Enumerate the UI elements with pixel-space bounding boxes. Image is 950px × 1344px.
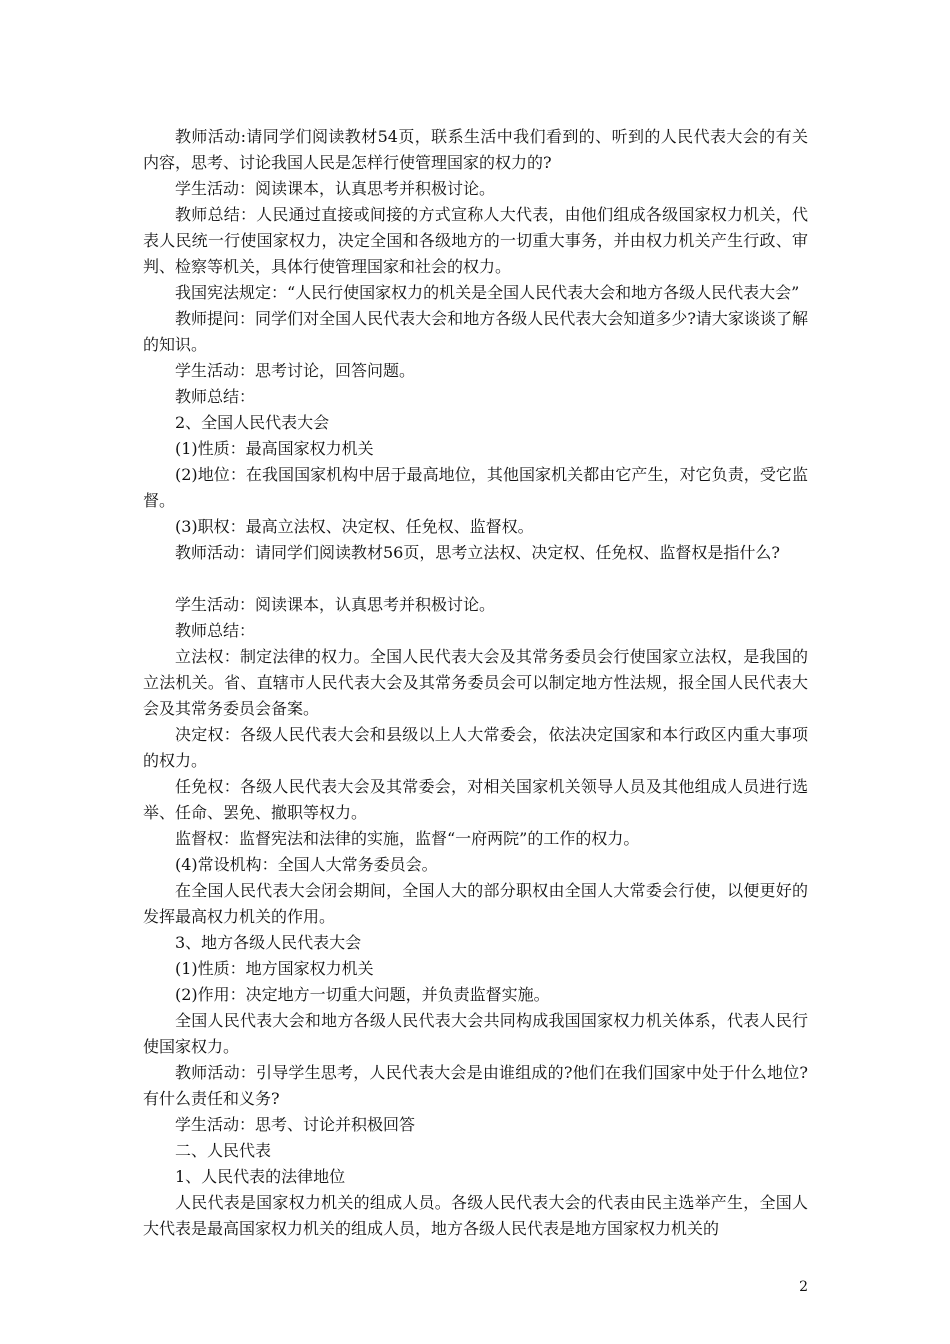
paragraph-recess-period: 在全国人民代表大会闭会期间，全国人大的部分职权由全国人大常委会行使，以便更好的发挥最高权力机关的作用。 (143, 881, 808, 926)
paragraph-student-activity-4: 学生活动：思考、讨论并积极回答 (175, 1115, 416, 1134)
paragraph-teacher-summary-1: 教师总结：人民通过直接或间接的方式宣称人大代表，由他们组成各级国家权力机关，代表人民统一行使国家权力，决定全国和各级地方的一切重大事务，并由权力机关产生行政、审判、检察等机关，具体行使管理国家和社会的权力。 (143, 205, 808, 276)
paragraph-teacher-question: 教师提问：同学们对全国人民代表大会和地方各级人民代表大会知道多少?请大家谈谈了解的知识。 (143, 309, 808, 354)
paragraph-legislative-power: 立法权：制定法律的权力。全国人民代表大会及其常务委员会行使国家立法权，是我国的立法机关。省、直辖市人民代表大会及其常务委员会可以制定地方性法规，报全国人民代表大会及其常务委员会备案。 (143, 647, 808, 718)
paragraph-npc-nature: (1)性质：最高国家权力机关 (175, 439, 374, 458)
paragraph-npc-powers: (3)职权：最高立法权、决定权、任免权、监督权。 (175, 517, 534, 536)
paragraph-decision-power: 决定权：各级人民代表大会和县级以上人大常委会，依法决定国家和本行政区内重大事项的权力。 (143, 725, 808, 770)
paragraph-student-activity-1: 学生活动：阅读课本，认真思考并积极讨论。 (175, 179, 496, 198)
paragraph-teacher-activity-1: 教师活动:请同学们阅读教材54页，联系生活中我们看到的、听到的人民代表大会的有关内容，思考、讨论我国人民是怎样行使管理国家的权力的? (143, 127, 808, 172)
heading-local-congress: 3、地方各级人民代表大会 (175, 933, 362, 952)
heading-legal-status: 1、人民代表的法律地位 (175, 1167, 346, 1186)
paragraph-teacher-summary-2: 教师总结： (175, 387, 256, 406)
paragraph-local-role: (2)作用：决定地方一切重大问题，并负责监督实施。 (175, 985, 550, 1004)
paragraph-local-nature: (1)性质：地方国家权力机关 (175, 959, 374, 978)
paragraph-standing-body: (4)常设机构：全国人大常务委员会。 (175, 855, 438, 874)
paragraph-power-system: 全国人民代表大会和地方各级人民代表大会共同构成我国国家权力机关体系，代表人民行使国家权力。 (143, 1011, 808, 1056)
page-number: 2 (799, 1279, 808, 1295)
paragraph-appointment-power: 任免权：各级人民代表大会及其常委会，对相关国家机关领导人员及其他组成人员进行选举、任命、罢免、撤职等权力。 (143, 777, 808, 822)
paragraph-deputies-status: 人民代表是国家权力机关的组成人员。各级人民代表大会的代表由民主选举产生，全国人大代表是最高国家权力机关的组成人员，地方各级人民代表是地方国家权力机关的 (143, 1193, 808, 1238)
paragraph-teacher-summary-3: 教师总结： (175, 621, 256, 640)
paragraph-supervision-power: 监督权：监督宪法和法律的实施，监督“一府两院”的工作的权力。 (175, 829, 640, 848)
paragraph-constitution: 我国宪法规定：“人民行使国家权力的机关是全国人民代表大会和地方各级人民代表大会” (175, 283, 800, 302)
paragraph-teacher-activity-3: 教师活动：引导学生思考，人民代表大会是由谁组成的?他们在我们国家中处于什么地位?有什么责任和义务? (143, 1063, 808, 1108)
heading-npc: 2、全国人民代表大会 (175, 413, 330, 432)
paragraph-student-activity-2: 学生活动：思考讨论，回答问题。 (175, 361, 416, 380)
paragraph-teacher-activity-2: 教师活动：请同学们阅读教材56页，思考立法权、决定权、任免权、监督权是指什么? (175, 543, 780, 562)
heading-deputies: 二、人民代表 (175, 1141, 272, 1160)
body-text (143, 124, 808, 1242)
paragraph-student-activity-3: 学生活动：阅读课本，认真思考并积极讨论。 (175, 595, 496, 614)
paragraph-npc-status: (2)地位：在我国国家机构中居于最高地位，其他国家机关都由它产生，对它负责，受它监督。 (143, 465, 808, 510)
